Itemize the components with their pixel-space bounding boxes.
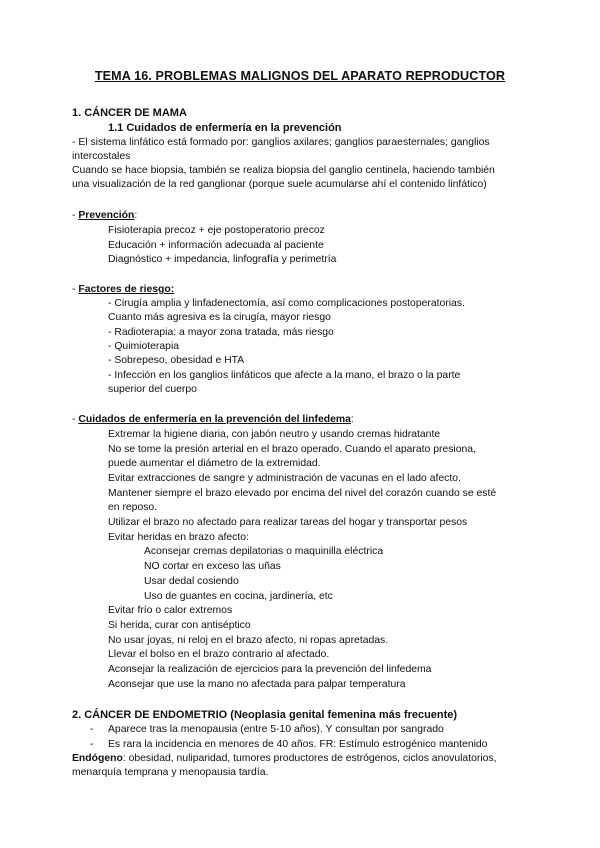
endogenous-line-2: menarquía temprana y menopausia tardía. (72, 767, 269, 778)
endometrial-bullet: Es rara la incidencia en menores de 40 años. FR: Estímulo estrogénico mantenido (108, 739, 488, 750)
care-label: Cuidados de enfermería en la prevención del linfedema (78, 414, 351, 425)
subsection-heading: 1.1 Cuidados de enfermería en la prevención (108, 122, 342, 134)
bullet-dash: - (90, 739, 94, 750)
prevention-colon: : (134, 210, 138, 221)
intro-line: - El sistema linfático está formado por: ganglios axilares; ganglios paraesternales; ganglios (72, 137, 490, 148)
intro-line: Cuando se hace biopsia, también se realiza biopsia del ganglio centinela, haciendo también (72, 165, 495, 176)
care-item: No se tome la presión arterial en el brazo operado. Cuando el aparato presiona, (108, 444, 476, 455)
wound-item: Usar dedal cosiendo (144, 576, 239, 587)
care-item: en reposo. (108, 502, 158, 513)
care-item: Utilizar el brazo no afectado para realizar tareas del hogar y transportar pesos (108, 517, 468, 528)
prevention-dash: - (72, 210, 79, 221)
endometrial-bullet: Aparece tras la menopausia (entre 5-10 años). Y consultan por sangrado (108, 724, 444, 735)
intro-line: intercostales (72, 151, 131, 162)
care-item: Si herida, curar con antiséptico (108, 620, 251, 631)
endogenous-label: Endógeno (72, 753, 123, 764)
care-item: Llevar el bolso en el brazo contrario al afectado. (108, 649, 330, 660)
risk-item: - Infección en los ganglios linfáticos que afecte a la mano, el brazo o la parte (108, 370, 461, 381)
page-title: TEMA 16. PROBLEMAS MALIGNOS DEL APARATO REPRODUCTOR (94, 69, 506, 83)
prevention-item: Educación + información adecuada al paciente (108, 240, 324, 251)
intro-line: una visualización de la red ganglionar (porque suele acumularse ahí el contenido linfático) (72, 179, 487, 190)
care-item: Evitar heridas en brazo afecto: (108, 532, 249, 543)
care-item: Aconsejar que use la mano no afectada para palpar temperatura (108, 679, 406, 690)
risk-item: - Radioterapia: a mayor zona tratada, más riesgo (108, 327, 334, 338)
care-item: Evitar extracciones de sangre y administración de vacunas en el lado afecto. (108, 473, 461, 484)
care-item: No usar joyas, ni reloj en el brazo afecto, ni ropas apretadas. (108, 635, 389, 646)
section-heading-endometrial-cancer: 2. CÁNCER DE ENDOMETRIO (Neoplasia genital femenina más frecuente) (72, 709, 458, 721)
risk-item: - Sobrepeso, obesidad e HTA (108, 355, 245, 366)
section-heading-breast-cancer: 1. CÁNCER DE MAMA (72, 107, 187, 119)
risk-factors-heading (72, 283, 174, 297)
care-item: Mantener siempre el brazo elevado por encima del nivel del corazón cuando se esté (108, 488, 497, 499)
prevention-item: Fisioterapia precoz + eje postoperatorio precoz (108, 225, 325, 236)
endogenous-line (72, 752, 497, 766)
care-item: puede aumentar el diámetro de la extremidad. (108, 458, 321, 469)
prevention-heading (72, 209, 137, 223)
risk-item: - Cirugía amplia y linfadenectomía, así como complicaciones postoperatorias. (108, 298, 465, 309)
care-item: Aconsejar la realización de ejercicios para la prevención del linfedema (108, 664, 432, 675)
wound-item: NO cortar en exceso las uñas (144, 561, 281, 572)
risk-item: superior del cuerpo (108, 384, 197, 395)
risk-label: Factores de riesgo: (78, 284, 175, 295)
prevention-item: Diagnóstico + impedancia, linfografía y perimetría (108, 254, 337, 265)
care-heading (72, 413, 354, 427)
bullet-dash: - (90, 724, 94, 735)
care-item: Extremar la higiene diaria, con jabón neutro y usando cremas hidratante (108, 429, 441, 440)
prevention-label: Prevención (78, 210, 135, 221)
wound-item: Aconsejar cremas depilatorias o maquinilla eléctrica (144, 546, 384, 557)
care-item: Evitar frío o calor extremos (108, 605, 233, 616)
care-dash: - (72, 414, 79, 425)
care-colon: : (350, 414, 354, 425)
risk-item: Cuanto más agresiva es la cirugía, mayor riesgo (108, 312, 331, 323)
endogenous-text: : obesidad, nuliparidad, tumores productores de estrógenos, ciclos anovulatorios, (122, 753, 497, 764)
risk-dash: - (72, 284, 79, 295)
risk-item: - Quimioterapia (108, 341, 180, 352)
wound-item: Uso de guantes en cocina, jardinería, etc (144, 591, 333, 602)
